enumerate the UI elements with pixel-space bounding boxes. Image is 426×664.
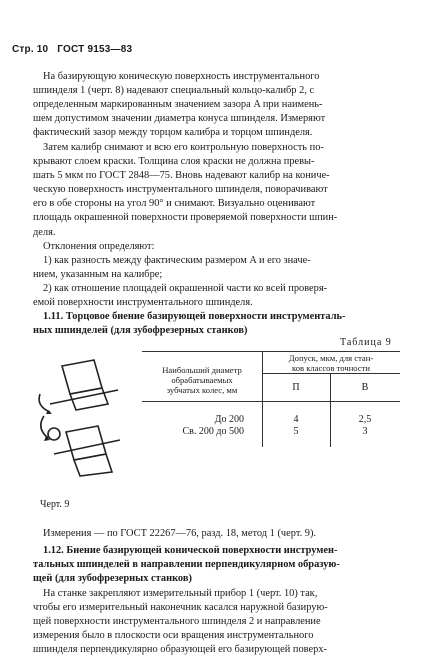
text-line: деля. <box>33 226 56 238</box>
text-line: На станке закрепляют измерительный прибор 1 (черт. 10) так, <box>43 588 318 599</box>
col-diameter-header: Наибольший диаметр обрабатываемых зубчатых колес, мм <box>162 365 242 395</box>
class-v-header: В <box>361 382 369 393</box>
figure-9-drawing <box>36 358 136 478</box>
paragraph-calibration-ring <box>33 70 398 140</box>
text-line: щей поверхности инструментального шпинделя 2 и направление <box>33 616 321 628</box>
text-line: емой поверхности инструментального шпинделя. <box>33 297 253 309</box>
indicator-dial <box>48 428 60 440</box>
text-line: измерения было в плоскости оси вращения инструментального <box>33 630 314 642</box>
text-line: На базирующую коническую поверхность инструментального <box>43 71 320 82</box>
text-line: площадь окрашенной поверхности проверяемой поверхности шпин- <box>33 212 338 224</box>
table-row-p: 4 <box>293 414 299 425</box>
paragraph-instrument-setup <box>33 587 398 657</box>
text-line: определенным маркированным значением зазора A при наимень- <box>33 99 323 111</box>
table-header-rule <box>142 401 400 402</box>
text-line: Отклонения определяют: <box>43 241 155 252</box>
table-group-rule <box>262 373 400 374</box>
text-line: нием, указанным на калибре; <box>33 269 163 281</box>
text-line: 1.11. Торцовое биение базирующей поверхности инструменталь- <box>43 311 346 322</box>
text-line: 2) как отношение площадей окрашенной части ко всей проверя- <box>43 283 328 295</box>
page-header <box>12 44 138 55</box>
page-number: Стр. 10 <box>12 44 49 55</box>
paragraph-deviations <box>33 240 398 310</box>
text-line: 1.12. Биение базирующей конической поверхности инструмен- <box>43 545 338 556</box>
text-line: ческую поверхность инструментального шпинделя, поворачивают <box>33 184 328 196</box>
text-line: щей (для зубофрезерных станков) <box>33 573 192 585</box>
text-line: крывают слоем краски. Толщина слоя краски не должна превы- <box>33 156 315 168</box>
rotation-arrow <box>39 394 50 412</box>
text-line: тальных шпинделей в направлении перпендикулярном образую- <box>33 559 340 571</box>
text-line: Измерения — по ГОСТ 22267—76, разд. 18, метод 1 (черт. 9). <box>43 528 317 539</box>
table-caption: Таблица 9 <box>340 337 392 348</box>
figure-caption: Черт. 9 <box>40 499 70 510</box>
text-line: шем допустимом значении диаметра конуса шпинделя. Измеряют <box>33 113 326 125</box>
text-line: шпинделя 1 (черт. 8) надевают специальный кольцо-калибр 2, с <box>33 85 315 97</box>
paragraph-paint-check <box>33 141 398 240</box>
paragraph-measurement <box>33 527 398 541</box>
section-1-11-heading <box>33 310 398 338</box>
table-row-v: 3 <box>362 426 368 437</box>
text-line: шать 5 мкм по ГОСТ 2848—75. Вновь надевают калибр на кониче- <box>33 170 330 182</box>
class-p-header: П <box>292 382 300 393</box>
text-line: ных шпинделей (для зубофрезерных станков) <box>33 325 248 337</box>
table-row-range: До 200 <box>214 414 244 425</box>
standard-id: ГОСТ 9153—83 <box>57 44 133 55</box>
table-row-range: Св. 200 до 500 <box>182 426 244 437</box>
text-line: чтобы его измерительный наконечник касался наружной базирую- <box>33 602 328 614</box>
text-line: шпинделя перпендикулярно образующей его базирующей поверх- <box>33 644 327 656</box>
table-top-rule <box>142 351 400 352</box>
text-line: Затем калибр снимают и всю его контрольную поверхность по- <box>43 142 324 153</box>
table-row-p: 5 <box>293 426 299 437</box>
text-line: фактический зазор между торцом калибра и торцом шпинделя. <box>33 127 313 139</box>
table-row-v: 2,5 <box>358 414 372 425</box>
text-line: его в обе стороны на угол 90° и снимают. Визуально оценивают <box>33 198 316 210</box>
tolerance-group-header: Допуск, мкм, для стан- ков классов точности <box>288 353 374 373</box>
text-line: 1) как разность между фактическим размером A и его значе- <box>43 255 311 267</box>
section-1-12-heading <box>33 544 398 586</box>
